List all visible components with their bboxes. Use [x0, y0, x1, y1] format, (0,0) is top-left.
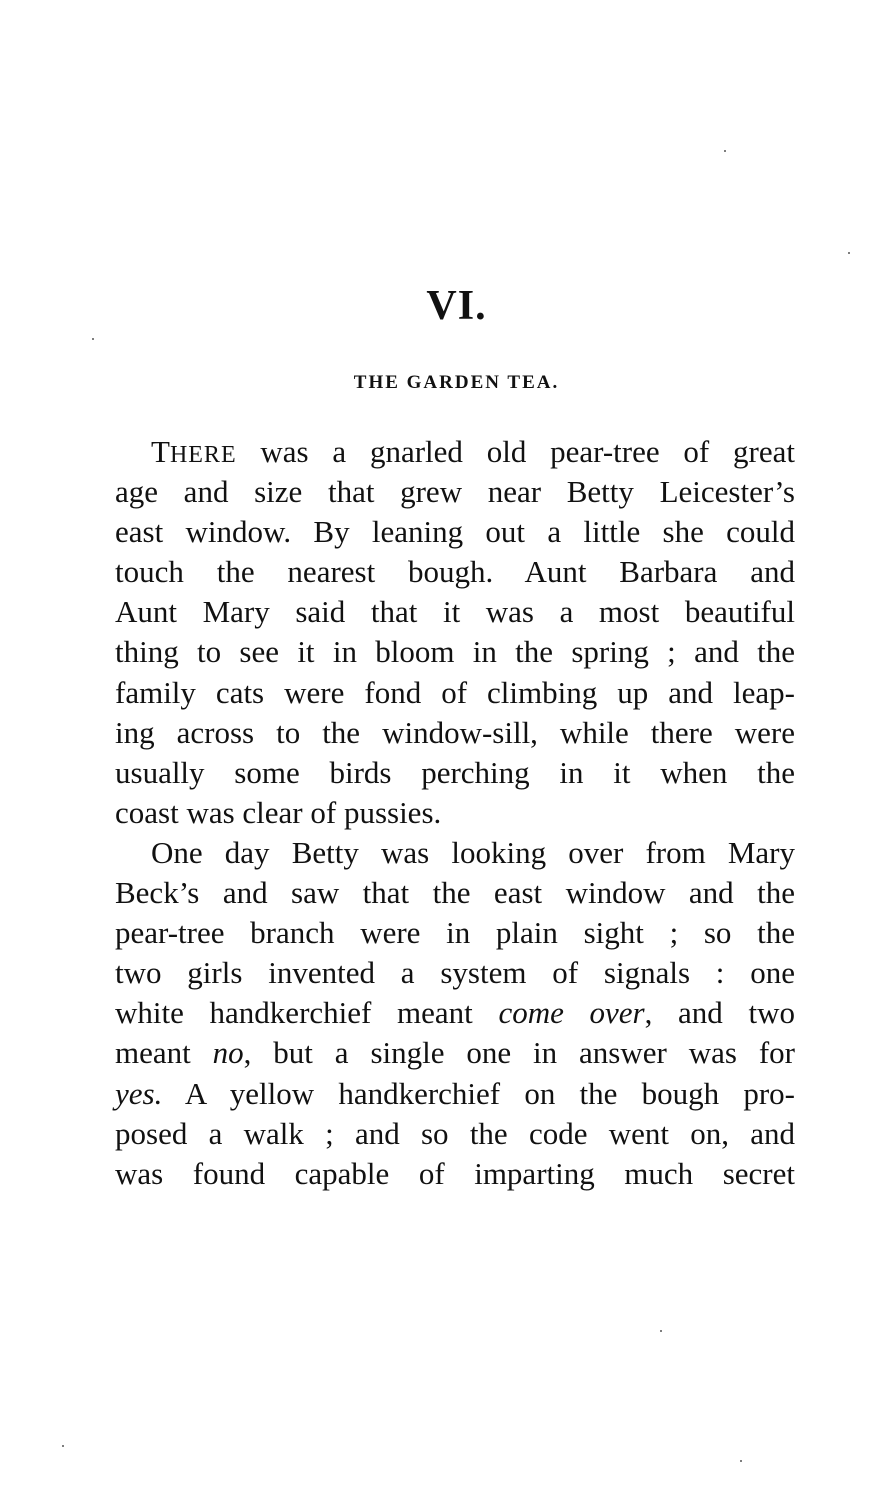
text-line: Aunt Mary said that it was a most beautiful	[115, 594, 795, 630]
text-line	[115, 1074, 795, 1114]
text-line: was found capable of imparting much secret	[115, 1155, 795, 1191]
italic-text: no	[212, 1035, 244, 1071]
line-text: was a gnarled old pear-tree of great	[236, 434, 795, 469]
text-line	[115, 993, 795, 1033]
italic-text: yes.	[115, 1075, 163, 1111]
line-text: A yellow handkerchief on the bough pro-	[162, 1075, 795, 1111]
paragraph-2	[115, 833, 795, 1194]
line-text: meant	[115, 1035, 213, 1071]
small-caps-word: HERE	[169, 442, 237, 468]
scan-speck	[740, 1460, 742, 1462]
body-text	[115, 432, 795, 1194]
text-line: One day Betty was looking over from Mary	[151, 834, 795, 870]
text-line: Beck’s and saw that the east window and the	[115, 875, 795, 911]
scan-speck	[62, 1445, 64, 1447]
drop-letter: T	[151, 434, 170, 469]
scan-speck	[92, 338, 94, 340]
text-line: family cats were fond of climbing up and leap-	[115, 674, 795, 710]
text-line: age and size that grew near Betty Leicester’s	[115, 474, 795, 510]
text-line: pear-tree branch were in plain sight ; so the	[115, 915, 795, 951]
scan-speck	[848, 252, 850, 254]
text-line	[115, 432, 795, 472]
scan-speck	[660, 1330, 662, 1332]
chapter-number: VI.	[426, 283, 487, 329]
text-line: ing across to the window-sill, while there were	[115, 714, 795, 750]
italic-text: come over	[498, 995, 645, 1031]
text-line: thing to see it in bloom in the spring ; and the	[115, 634, 795, 670]
paragraph-1	[115, 432, 795, 833]
line-text: , but a single one in answer was for	[243, 1035, 795, 1071]
line-text: white handkerchief meant	[115, 995, 499, 1031]
chapter-title: THE GARDEN TEA.	[353, 372, 560, 393]
text-line: two girls invented a system of signals : one	[115, 955, 795, 991]
text-line: coast was clear of pussies.	[115, 794, 442, 830]
text-line: touch the nearest bough. Aunt Barbara and	[115, 554, 795, 590]
text-line: east window. By leaning out a little she could	[115, 514, 795, 550]
line-text: , and two	[644, 995, 795, 1031]
scan-speck	[724, 150, 726, 152]
text-line: usually some birds perching in it when the	[115, 754, 795, 790]
text-line	[115, 1033, 795, 1073]
text-line: posed a walk ; and so the code went on, and	[115, 1115, 795, 1151]
